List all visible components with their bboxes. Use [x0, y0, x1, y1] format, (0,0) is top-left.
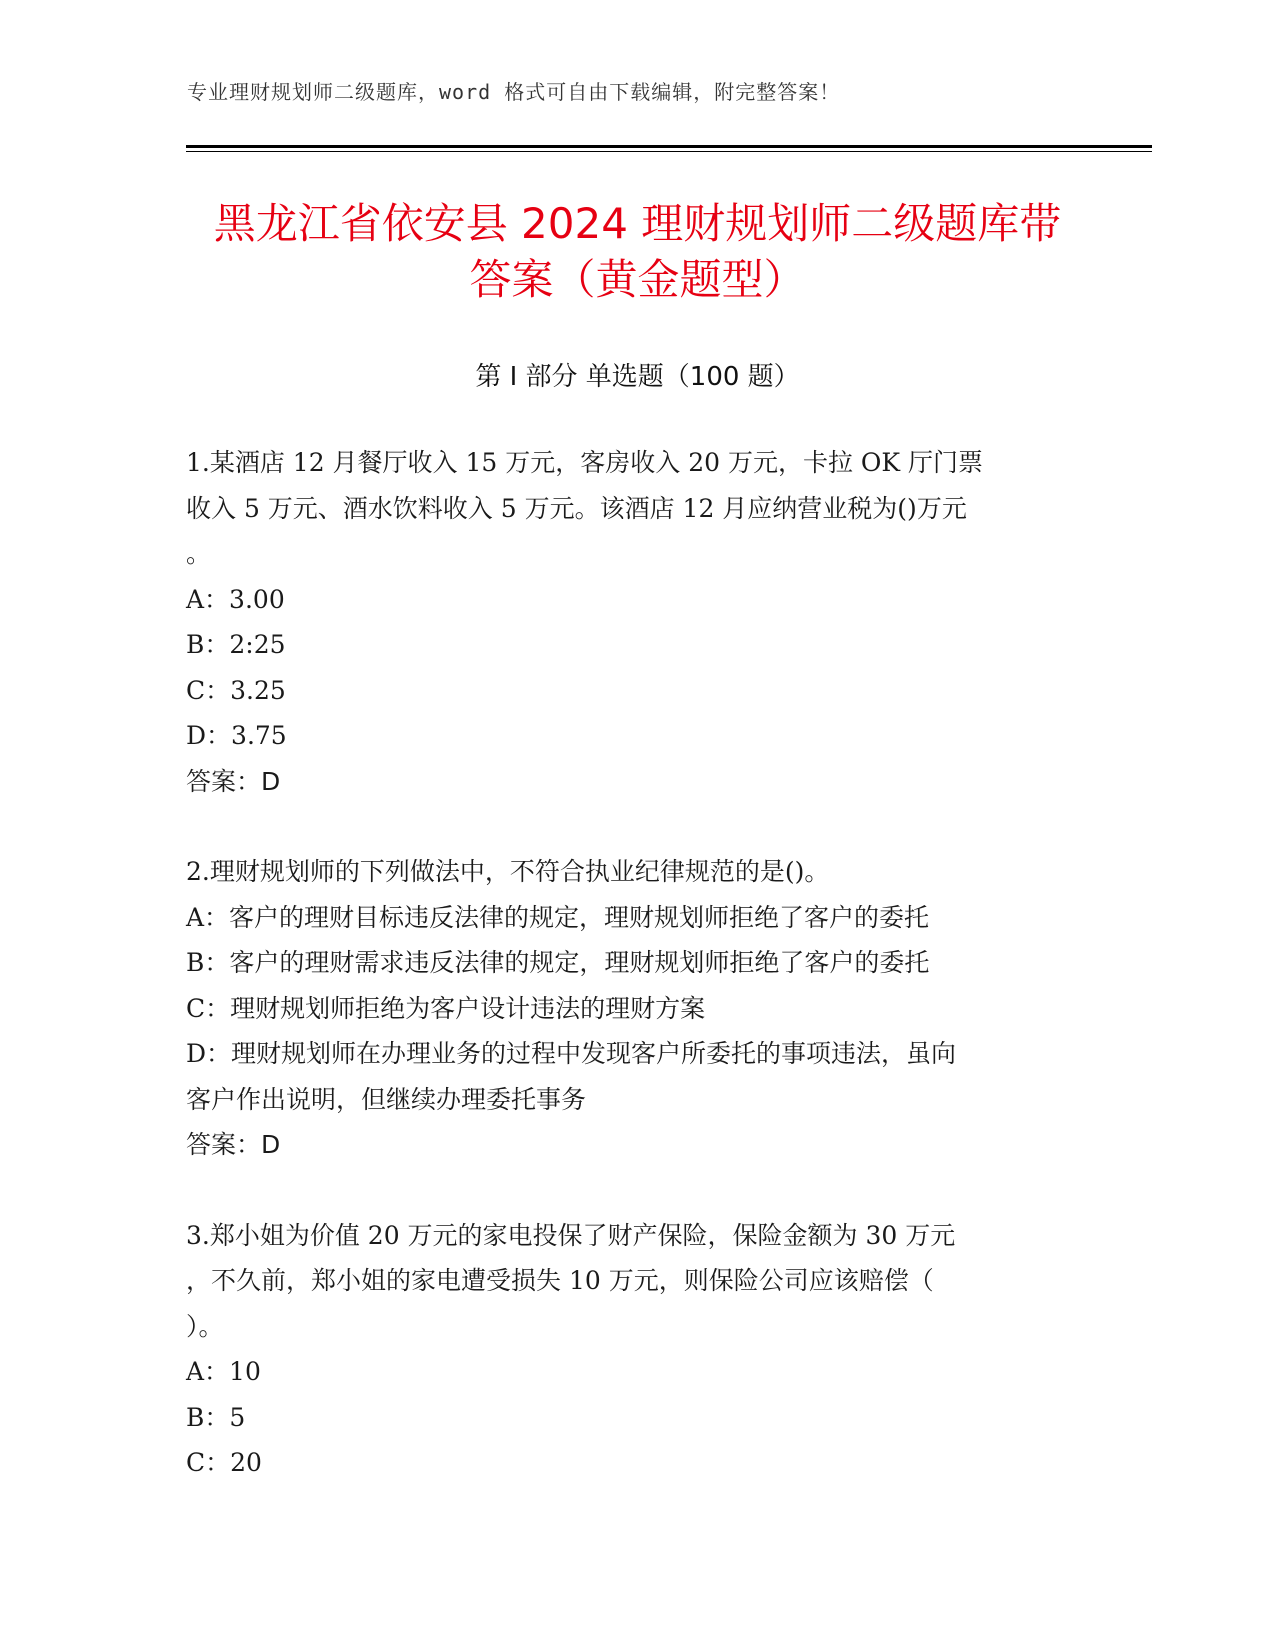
section-title: 第 I 部分 单选题（100 题） [475, 362, 800, 392]
title-line-1: 黑龙江省依安县 2024 理财规划师二级题库带 [213, 199, 1062, 248]
header-rule-thin [186, 151, 1152, 152]
option-b: B：5 [186, 1402, 246, 1432]
question-list [186, 440, 1086, 1531]
answer: 答案：D [186, 766, 281, 796]
question-text-line: 1.某酒店 12 月餐厅收入 15 万元，客房收入 20 万元，卡拉 OK 厅门票 [186, 448, 984, 477]
option-c: C：20 [186, 1448, 262, 1477]
option-b: B：客户的理财需求违反法律的规定，理财规划师拒绝了客户的委托 [186, 948, 930, 977]
question-text-line: 收入 5 万元、酒水饮料收入 5 万元。该酒店 12 月应纳营业税为()万元 [186, 493, 967, 523]
question-text-line: ）。 [186, 1311, 224, 1341]
option-d: D：理财规划师在办理业务的过程中发现客户所委托的事项违法，虽向 [186, 1039, 957, 1068]
option-d: D：3.75 [186, 721, 287, 750]
document-title [160, 196, 1115, 308]
option-a: A：客户的理财目标违反法律的规定，理财规划师拒绝了客户的委托 [186, 902, 930, 932]
option-c: C：理财规划师拒绝为客户设计违法的理财方案 [186, 993, 706, 1023]
question-text-line: 2.理财规划师的下列做法中，不符合执业纪律规范的是()。 [186, 857, 830, 886]
question-text-line: ，不久前，郑小姐的家电遭受损失 10 万元，则保险公司应该赔偿（ [186, 1266, 934, 1295]
option-a: A：3.00 [186, 584, 285, 614]
question-text-line: 3.郑小姐为价值 20 万元的家电投保了财产保险，保险金额为 30 万元 [186, 1220, 956, 1250]
option-c: C：3.25 [186, 675, 286, 705]
option-a: A：10 [186, 1357, 261, 1386]
title-line-2: 答案（黄金题型） [469, 255, 806, 304]
option-d-continued: 客户作出说明，但继续办理委托事务 [186, 1084, 587, 1114]
page-header: 专业理财规划师二级题库，word 格式可自由下载编辑，附完整答案！ [187, 80, 841, 104]
answer: 答案：D [186, 1130, 281, 1159]
option-b: B：2:25 [186, 630, 286, 659]
header-rule-thick [186, 145, 1152, 148]
question-1 [186, 440, 1086, 804]
question-2 [186, 849, 1086, 1168]
question-3 [186, 1213, 1086, 1486]
question-text-line: 。 [186, 539, 212, 568]
